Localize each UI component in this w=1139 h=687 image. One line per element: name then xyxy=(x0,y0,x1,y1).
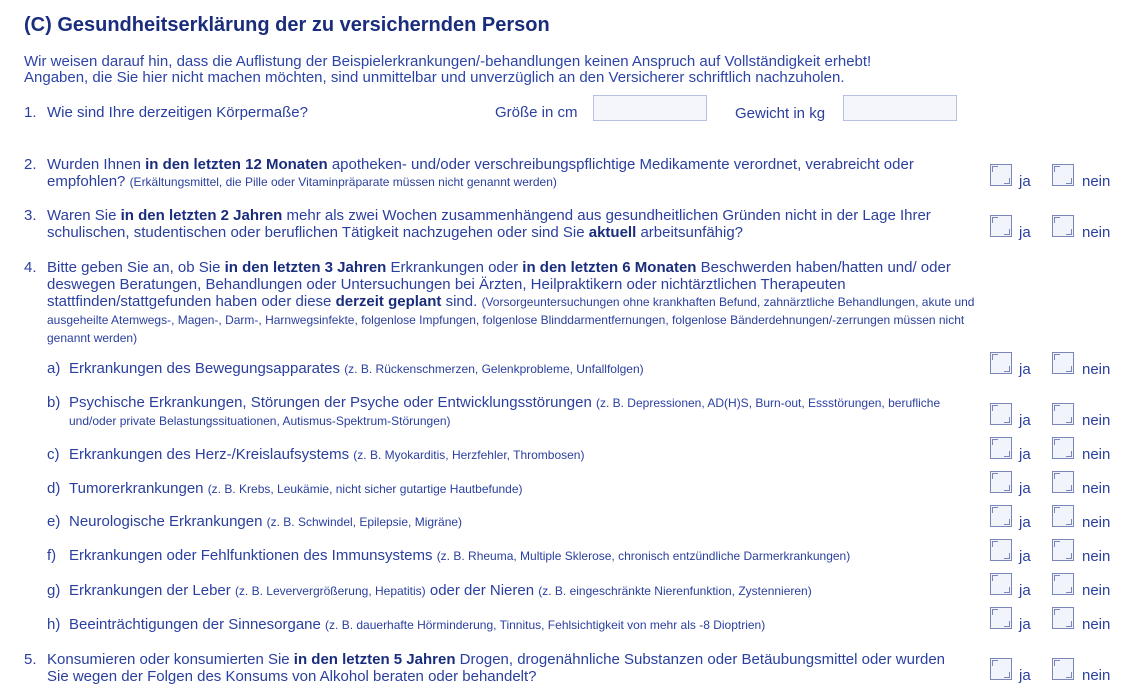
note: (Erkältungsmittel, die Pille oder Vitaminpräparate müssen nicht genannt werden) xyxy=(129,175,557,189)
no-checkbox[interactable] xyxy=(1052,437,1074,459)
item-letter: a) xyxy=(47,360,61,377)
question-number: 1. xyxy=(24,104,37,121)
question-text: Wie sind Ihre derzeitigen Körpermaße? xyxy=(47,104,308,121)
yes-label: ja xyxy=(1019,446,1031,463)
intro-line-2: Angaben, die Sie hier nicht machen möchten, sind unmittelbar und unverzüglich an den Versicherer schriftlich nachzuholen. xyxy=(24,69,845,86)
no-checkbox[interactable] xyxy=(1052,607,1074,629)
item-letter: f) xyxy=(47,547,57,564)
no-label: nein xyxy=(1082,361,1111,378)
yes-checkbox[interactable] xyxy=(990,403,1012,425)
emphasis: in den letzten 5 Jahren xyxy=(293,651,456,668)
note: (z. B. Myokarditis, Herzfehler, Thrombosen) xyxy=(353,448,585,462)
no-checkbox[interactable] xyxy=(1052,573,1074,595)
yes-checkbox[interactable] xyxy=(990,215,1012,237)
yes-label: ja xyxy=(1019,616,1031,633)
item-text xyxy=(69,547,969,565)
yes-checkbox[interactable] xyxy=(990,607,1012,629)
item-text xyxy=(69,360,969,378)
item-letter: g) xyxy=(47,582,61,599)
yes-label: ja xyxy=(1019,361,1031,378)
yes-checkbox[interactable] xyxy=(990,437,1012,459)
emphasis: aktuell xyxy=(588,224,637,241)
text-part: Erkrankungen oder Fehlfunktionen des Immunsystems xyxy=(69,547,437,564)
item-text xyxy=(69,582,969,600)
no-label: nein xyxy=(1082,224,1111,241)
no-label: nein xyxy=(1082,514,1111,531)
question-text xyxy=(47,259,997,347)
no-label: nein xyxy=(1082,667,1111,684)
text-part: Neurologische Erkrankungen xyxy=(69,513,267,530)
item-letter: e) xyxy=(47,513,61,530)
item-text xyxy=(69,446,969,464)
text-part: mehr als zwei Wochen zusammenhängend aus gesundheitlichen Gründen nicht in der Lage Ihrer schulischen, studentischen oder beruflichen Tätigkeit nachzugehen oder sind Sie xyxy=(47,207,931,241)
emphasis: in den letzten 3 Jahren xyxy=(224,259,387,276)
emphasis: in den letzten 2 Jahren xyxy=(120,207,283,224)
no-label: nein xyxy=(1082,412,1111,429)
text-part: apotheken- und/oder verschreibungspflichtige Medikamente verordnet, verabreicht oder empfohlen? xyxy=(47,156,914,190)
yes-label: ja xyxy=(1019,582,1031,599)
no-checkbox[interactable] xyxy=(1052,403,1074,425)
question-number: 2. xyxy=(24,156,37,173)
note: (Vorsorgeuntersuchungen ohne krankhaften Befund, zahnärztliche Behandlungen, akute und ausgeheilte Atemwegs-, Magen-, Darm-, Harnwegsinfekte, folgenlose Impfungen, folgenlose Blinddarmentfernungen, folgenlose Bänderdehnungen/-zerrungen müssen nicht genannt werden) xyxy=(47,295,975,345)
text-part: Drogen, drogenähnliche Substanzen oder Betäubungsmittel oder wurden Sie wegen der Folgen des Konsums von Alkohol beraten oder behandelt? xyxy=(47,651,946,685)
note: (z. B. Depressionen, AD(H)S, Burn-out, Essstörungen, berufliche und/oder private Belastungssituationen, Autismus-Spektrum-Störungen) xyxy=(69,396,941,428)
note: (z. B. Rückenschmerzen, Gelenkprobleme, Unfallfolgen) xyxy=(344,362,644,376)
yes-label: ja xyxy=(1019,514,1031,531)
no-label: nein xyxy=(1082,582,1111,599)
text-part: Beeinträchtigungen der Sinnesorgane xyxy=(69,616,326,633)
no-checkbox[interactable] xyxy=(1052,505,1074,527)
item-letter: h) xyxy=(47,616,61,633)
no-label: nein xyxy=(1082,616,1111,633)
text-part: oder der Nieren xyxy=(425,582,539,599)
text-part: Konsumieren oder konsumierten Sie xyxy=(47,651,294,668)
no-checkbox[interactable] xyxy=(1052,215,1074,237)
yes-label: ja xyxy=(1019,412,1031,429)
yes-checkbox[interactable] xyxy=(990,539,1012,561)
note: (z. B. Rheuma, Multiple Sklerose, chronisch entzündliche Darmerkrankungen) xyxy=(436,549,851,563)
text-part: sind. xyxy=(441,293,482,310)
height-label: Größe in cm xyxy=(495,104,578,121)
text-part: Erkrankungen des Bewegungsapparates xyxy=(69,360,345,377)
text-part: Beschwerden haben/hatten und/ oder deswegen Beratungen, Behandlungen oder Untersuchungen bei Ärzten, Heilpraktikern oder nichtärztlichen Therapeuten stattfinden/stattgefunden haben oder diese xyxy=(47,259,951,310)
question-text xyxy=(47,651,957,685)
yes-checkbox[interactable] xyxy=(990,352,1012,374)
text-part: Psychische Erkrankungen, Störungen der Psyche oder Entwicklungsstörungen xyxy=(69,394,596,411)
item-text xyxy=(69,513,969,531)
text-part: arbeitsunfähig? xyxy=(636,224,744,241)
yes-label: ja xyxy=(1019,173,1031,190)
no-label: nein xyxy=(1082,548,1111,565)
emphasis: derzeit geplant xyxy=(335,293,442,310)
no-label: nein xyxy=(1082,173,1111,190)
yes-label: ja xyxy=(1019,480,1031,497)
no-label: nein xyxy=(1082,446,1111,463)
item-text xyxy=(69,616,969,634)
item-text xyxy=(69,480,969,498)
text-part: Erkrankungen des Herz-/Kreislaufsystems xyxy=(69,446,354,463)
question-number: 3. xyxy=(24,207,37,224)
yes-label: ja xyxy=(1019,548,1031,565)
weight-label: Gewicht in kg xyxy=(735,105,826,122)
emphasis: in den letzten 12 Monaten xyxy=(145,156,328,173)
intro-line-1: Wir weisen darauf hin, dass die Auflistung der Beispielerkrankungen/-behandlungen keinen Anspruch auf Vollständigkeit erhebt! xyxy=(24,53,872,70)
no-checkbox[interactable] xyxy=(1052,539,1074,561)
text-part: Erkrankungen oder xyxy=(386,259,523,276)
text-part: Waren Sie xyxy=(47,207,121,224)
note: (z. B. Krebs, Leukämie, nicht sicher gutartige Hautbefunde) xyxy=(207,482,523,496)
text-part: Wurden Ihnen xyxy=(47,156,146,173)
no-checkbox[interactable] xyxy=(1052,352,1074,374)
no-label: nein xyxy=(1082,480,1111,497)
question-number: 5. xyxy=(24,651,37,668)
question-text xyxy=(47,156,917,191)
no-checkbox[interactable] xyxy=(1052,471,1074,493)
height-input[interactable] xyxy=(593,95,707,121)
yes-label: ja xyxy=(1019,224,1031,241)
text-part: Erkrankungen der Leber xyxy=(69,582,235,599)
note: (z. B. Leververgrößerung, Hepatitis) xyxy=(234,584,426,598)
intro-text xyxy=(24,54,871,86)
no-checkbox[interactable] xyxy=(1052,164,1074,186)
section-title: (C) Gesundheitserklärung der zu versichernden Person xyxy=(24,14,550,36)
item-text xyxy=(69,394,964,430)
note: (z. B. dauerhafte Hörminderung, Tinnitus, Fehlsichtigkeit von mehr als -8 Dioptrien) xyxy=(325,618,766,632)
no-checkbox[interactable] xyxy=(1052,658,1074,680)
question-number: 4. xyxy=(24,259,37,276)
item-letter: b) xyxy=(47,394,61,411)
emphasis: in den letzten 6 Monaten xyxy=(522,259,697,276)
item-letter: d) xyxy=(47,480,61,497)
yes-checkbox[interactable] xyxy=(990,164,1012,186)
yes-checkbox[interactable] xyxy=(990,505,1012,527)
yes-checkbox[interactable] xyxy=(990,658,1012,680)
text-part: Bitte geben Sie an, ob Sie xyxy=(47,259,225,276)
question-text xyxy=(47,207,957,241)
yes-checkbox[interactable] xyxy=(990,471,1012,493)
note: (z. B. eingeschränkte Nierenfunktion, Zystennieren) xyxy=(538,584,812,598)
note: (z. B. Schwindel, Epilepsie, Migräne) xyxy=(266,515,463,529)
weight-input[interactable] xyxy=(843,95,957,121)
yes-label: ja xyxy=(1019,667,1031,684)
text-part: Tumorerkrankungen xyxy=(69,480,208,497)
item-letter: c) xyxy=(47,446,60,463)
yes-checkbox[interactable] xyxy=(990,573,1012,595)
